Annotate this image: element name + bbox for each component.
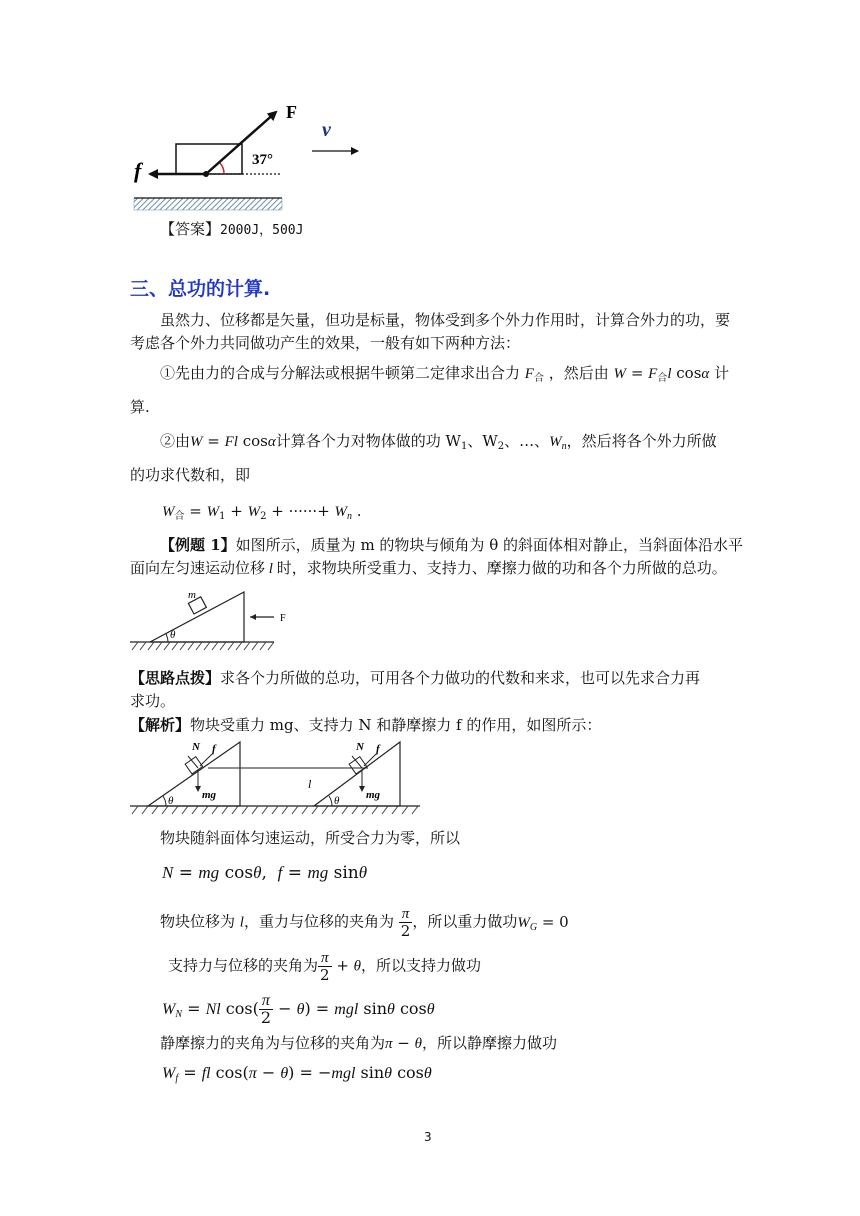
step-4-text-a: 静摩擦力的夹角为与位移的夹角为: [160, 1034, 386, 1052]
n-label-2: N: [356, 741, 364, 753]
angle-arc: [220, 163, 224, 174]
formula-wn: $W_n$: [549, 434, 567, 452]
answer-text: 2000J，500J: [220, 223, 304, 238]
angle-label: 37°: [252, 152, 273, 168]
mg-label-2: mg: [366, 789, 381, 801]
analysis-text: 物块受重力 mg、支持力 N 和静摩擦力 f 的作用，如图所示：: [190, 716, 602, 734]
step-4-text-b: ，所以静摩擦力做功: [422, 1034, 558, 1052]
theta-label-2: θ: [334, 795, 340, 807]
example-1-text-b: 时，求物块所受重力、支持力、摩擦力做的功和各个力所做的总功。: [276, 559, 727, 577]
figure-incline: [128, 584, 298, 660]
step-3: 支持力与位移的夹角为 $\frac{\pi}{2}$ + θ，所以支持力做功: [168, 950, 482, 984]
formula-f-he: $F_合$: [524, 366, 544, 384]
step-2: [160, 906, 569, 939]
n-label-1: N: [192, 741, 200, 753]
intro-line-1: 虽然力、位移都是矢量，但功是标量，物体受到多个外力作用时，计算合外力的功，要: [160, 311, 731, 329]
sub-1: 1: [460, 441, 468, 452]
symbol-pi-minus-theta: π: [385, 1036, 393, 1052]
fraction-pi-over-2: $\frac{\pi}{2}$: [400, 906, 411, 940]
formula-wn-work: $W_N = Nl$ cos( $\frac{\pi}{2}$ − θ) = mgl sinθ cosθ: [162, 992, 435, 1027]
hint-line-1: [130, 667, 700, 689]
hint-line-2: 求功。: [130, 692, 176, 710]
formula-dots: ······: [288, 502, 318, 520]
theta-arc-2: [329, 796, 332, 806]
step-3-text-a: 支持力与位移的夹角为: [168, 956, 319, 975]
answer-line: [160, 218, 303, 242]
f-label-2: f: [376, 743, 380, 755]
velocity-label: v: [322, 119, 331, 141]
ground: [134, 198, 282, 210]
formula-wf-work: $W_f$ = fl cos(π − θ) = −mgl sinθ cosθ: [162, 1063, 432, 1084]
mass-label: m: [188, 589, 196, 601]
method-2-text-a: ②由: [160, 432, 191, 450]
method-1-text-a: ①先由力的合成与分解法或根据牛顿第二定律求出合力: [160, 364, 521, 382]
fraction-pi-over-2-b: $\frac{\pi}{2}$: [320, 950, 330, 984]
step-1: 物块随斜面体匀速运动，所受合力为零，所以: [160, 829, 461, 847]
formula-wg: $W_G = 0$: [517, 912, 569, 933]
formula-w-fhe-l-cos: $W = F_合l$ cosα: [613, 364, 710, 384]
page-number: 3: [424, 1130, 432, 1144]
step-2-text-c: ，所以重力做功: [412, 912, 518, 931]
sub-2: 2: [497, 441, 505, 452]
sep-2: 、…、: [504, 432, 550, 450]
mg-label-1: mg: [202, 789, 217, 801]
analysis-label: 【解析】: [130, 716, 191, 734]
angle-arc-theta: [166, 634, 168, 642]
step-3-text-b: ，所以支持力做功: [361, 956, 482, 975]
symbol-l-2: l: [239, 914, 244, 931]
section-heading: 三、总功的计算.: [130, 278, 271, 300]
method-2-text-c: ，然后将各个外力所做: [566, 432, 717, 450]
method-1-line-2: 算.: [130, 398, 150, 416]
example-1-label: 【例题 1】: [160, 536, 236, 554]
analysis-line: [130, 714, 601, 736]
example-1-text: 如图所示，质量为 m 的物块与倾角为 θ 的斜面体相对静止，当斜面体沿水平: [235, 536, 744, 554]
step-2-text-b: ，重力与位移的夹角为: [243, 912, 394, 931]
method-2-line-1: [160, 430, 717, 458]
l-label: l: [308, 777, 312, 791]
block: [176, 144, 242, 174]
sep-1: 、W: [467, 432, 498, 450]
theta-arc-1: [163, 796, 166, 806]
f-label-1: f: [212, 743, 216, 755]
theta-label: θ: [170, 629, 176, 641]
example-1-line-1: [160, 534, 743, 556]
figure-displacement: [128, 738, 424, 818]
method-1-text-b: ，然后由: [548, 364, 609, 382]
formula-w-fl-cos: W = Fl cosα: [190, 432, 276, 450]
figure-block-force: [126, 96, 376, 214]
ground-hatch: [132, 642, 274, 650]
intro-line-2: 考虑各个外力共同做功产生的效果，一般有如下两种方法：: [130, 334, 521, 352]
step-4: 静摩擦力的夹角为与位移的夹角为π − θ，所以静摩擦力做功: [160, 1034, 558, 1052]
force-label: F: [286, 102, 297, 122]
friction-label: f: [134, 158, 142, 183]
example-1-text-a: 面向左匀速运动位移: [130, 559, 266, 577]
hint-text: 求各个力所做的总功，可用各个力做功的代数和来求，也可以先求合力再: [220, 669, 701, 687]
step-2-text-a: 物块位移为: [160, 912, 236, 931]
hint-label: 【思路点拨】: [130, 669, 221, 687]
formula-total-work: $W_合 = W_1 + W_2$ + ······+ $W_n$ .: [162, 502, 362, 522]
answer-label: 【答案】: [160, 220, 221, 238]
example-1-line-2: [130, 557, 727, 580]
method-2-text-b: 计算各个力对物体做的功 W: [275, 432, 461, 450]
ground-hatch-2: [132, 806, 418, 814]
method-1-text-c: 计: [714, 364, 730, 382]
theta-label-1: θ: [168, 795, 174, 807]
method-2-line-2: 的功求代数和，即: [130, 466, 251, 484]
method-1-line-1: [160, 362, 729, 390]
push-force-label: F: [280, 613, 286, 624]
formula-n-f: N = mg cosθ, f = mg sinθ: [162, 863, 368, 883]
symbol-l: l: [265, 561, 277, 577]
